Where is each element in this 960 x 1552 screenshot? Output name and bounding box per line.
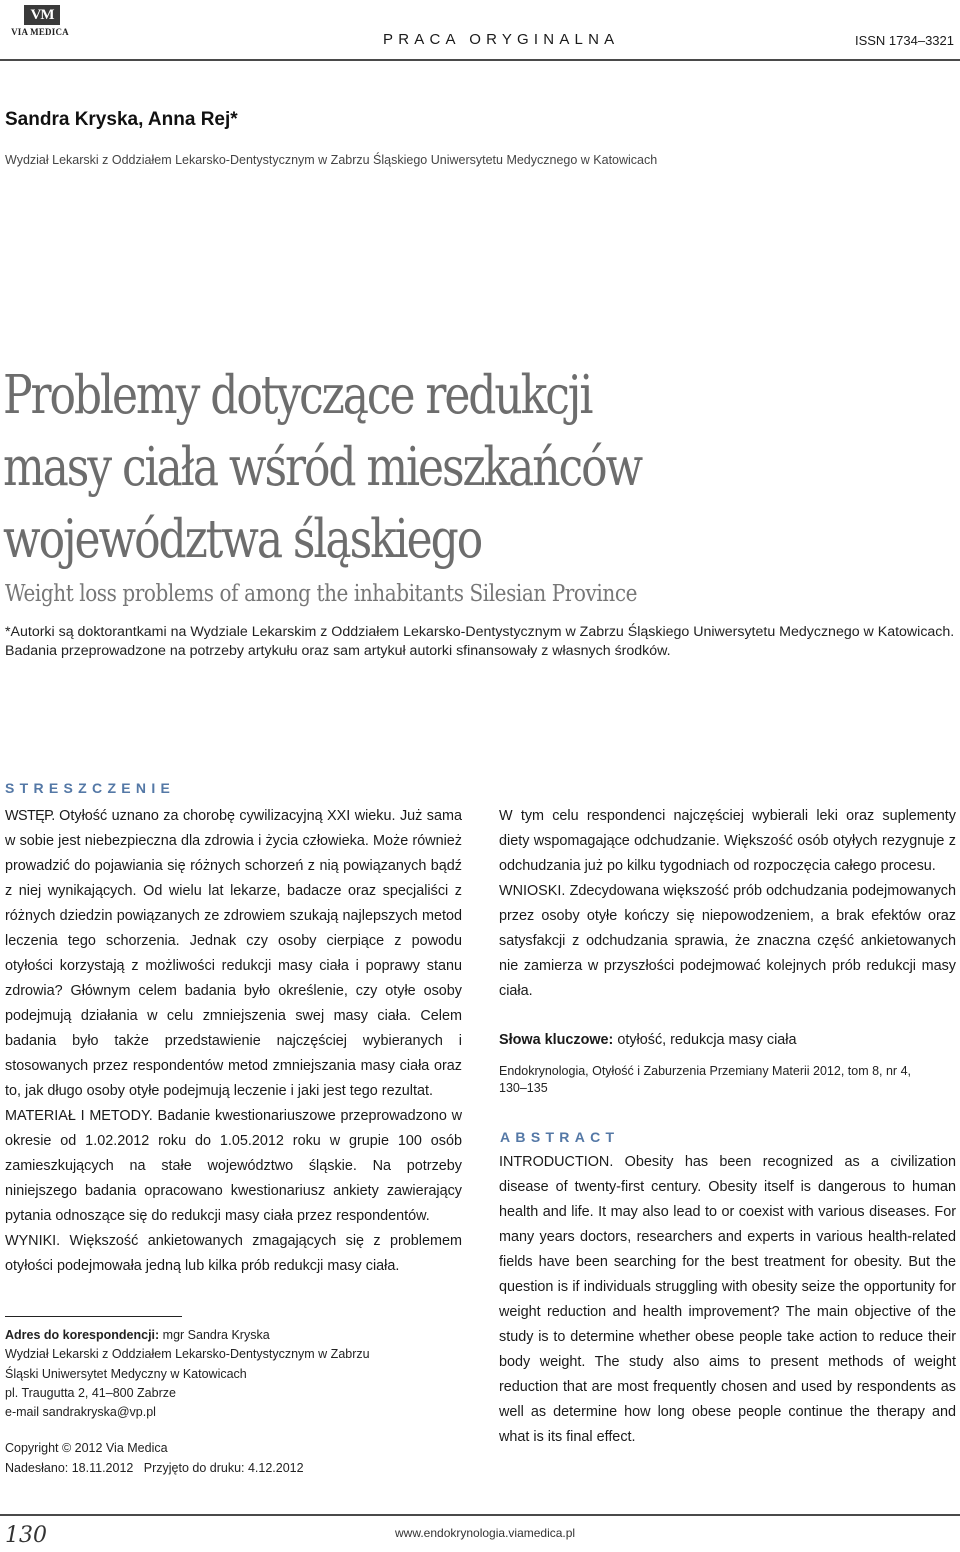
citation: Endokrynologia, Otyłość i Zaburzenia Przemiany Materii 2012, tom 8, nr 4, 130–135 bbox=[499, 1064, 911, 1095]
streszczenie-right-column bbox=[499, 804, 956, 1004]
article-title bbox=[3, 360, 899, 576]
correspondence-block bbox=[5, 1326, 465, 1422]
abstract-intro-label: INTRODUCTION. bbox=[499, 1154, 614, 1170]
submission-dates: Nadesłano: 18.11.2012 Przyjęto do druku: 4.12.2012 bbox=[5, 1461, 304, 1475]
title-line: masy ciała wśród mieszkańców bbox=[3, 437, 642, 498]
conclusions-label: WNIOSKI. bbox=[499, 883, 566, 899]
abstract-column bbox=[499, 1150, 956, 1450]
conclusions-paragraph bbox=[499, 879, 956, 1004]
section-label: PRACA ORYGINALNA bbox=[383, 31, 620, 48]
streszczenie-heading: STRESZCZENIE bbox=[5, 780, 176, 796]
streszczenie-left-column bbox=[5, 804, 462, 1279]
methods-paragraph bbox=[5, 1104, 462, 1229]
affiliation: Wydział Lekarski z Oddziałem Lekarsko-Dentystycznym w Zabrzu Śląskiego Uniwersytetu Medycznego w Katowicach bbox=[5, 153, 658, 167]
logo-mark: VM bbox=[24, 5, 60, 25]
issn: ISSN 1734–3321 bbox=[854, 33, 954, 48]
intro-paragraph bbox=[5, 804, 462, 1104]
header-rule bbox=[0, 59, 960, 61]
keywords-text: otyłość, redukcja masy ciała bbox=[613, 1032, 797, 1048]
footer-rule bbox=[0, 1514, 960, 1516]
results-text: Większość ankietowanych zmagających się z problemem otyłości podejmowała jedną lub kilka prób redukcji masy ciała. bbox=[5, 1233, 462, 1274]
correspondence-label: Adres do korespondencji: bbox=[5, 1328, 160, 1342]
intro-label: WSTĘP. bbox=[5, 808, 55, 824]
english-title: Weight loss problems of among the inhabitants Silesian Province bbox=[5, 581, 638, 607]
publisher-logo bbox=[4, 5, 76, 37]
abstract-intro-text: Obesity has been recognized as a civilization disease of twenty-first century. Obesity itself is dangerous to human health and life. It may also lead to or coexist with various diseases. For many years doctors, researchers and experts in various health-related fields have been searching for the best treatment for obesity. But the question is if individuals struggling with obesity seize the opportunity for weight reduction and health improvement? The main objective of the study is to determine whether obese people take action to reduce their body weight. The study also aims to present methods of weight reduction that are most frequently chosen and used by respondents as well as determine how long obese people continue the therapy and what is its final effect. bbox=[499, 1154, 956, 1445]
correspondence-line bbox=[5, 1326, 465, 1345]
conclusions-text: Zdecydowana większość prób odchudzania podejmowanych przez osoby otyłe kończy się niepowodzeniem, a brak efektów oraz satysfakcji z odchudzania sprawia, że znaczna część ankietowanych nie zamierza w przyszłości podejmować kolejnych prób redukcji masy ciała. bbox=[499, 883, 956, 999]
results-continued: W tym celu respondenci najczęściej wybierali leki oraz suplementy diety wspomagające odchudzanie. Większość osób otyłych rezygnuje z odchudzania już po kilku tygodniach od rozpoczęcia całego procesu. bbox=[499, 808, 956, 874]
keywords bbox=[499, 1032, 956, 1048]
results-label: WYNIKI. bbox=[5, 1233, 61, 1249]
page-number: 130 bbox=[5, 1523, 47, 1548]
correspondence-line: pl. Traugutta 2, 41–800 Zabrze bbox=[5, 1385, 176, 1400]
copyright-block bbox=[5, 1438, 304, 1478]
correspondence-line: Wydział Lekarski z Oddziałem Lekarsko-Dentystycznym w Zabrzu bbox=[5, 1347, 370, 1362]
correspondence-email: e-mail sandrakryska@vp.pl bbox=[5, 1405, 156, 1420]
authors: Sandra Kryska, Anna Rej* bbox=[5, 109, 238, 130]
title-line: województwa śląskiego bbox=[3, 509, 482, 570]
title-line: Problemy dotyczące redukcji bbox=[3, 365, 592, 426]
correspondence-name: mgr Sandra Kryska bbox=[159, 1328, 270, 1342]
intro-text: Otyłość uznano za chorobę cywilizacyjną XXI wieku. Już sama w sobie jest niebezpieczna dla zdrowia i życia człowieka. Może również prowadzić do pojawiania się różnych schorzeń z nią powiązanych bądź z niej wynikających. Od wielu lat lekarze, badacze oraz specjaliści z różnych dziedzin powiązanych ze zdrowiem szukają najlepszych metod leczenia tego schorzenia. Jednak czy osoby cierpiące z powodu otyłości korzystają z możliwości redukcji masy ciała i poprawy stanu zdrowia? Głównym celem badania było określenie, czy otyłe osoby podejmują działania w celu zmniejszenia swej masy ciała. Celem badania było także przedstawienie najczęściej wybieranych i stosowanych przez respondentów metod zmniejszania masy ciała oraz to, jak długo osoby otyłe podejmują leczenie i jaki jest tego rezultat. bbox=[5, 808, 462, 1099]
copyright: Copyright © 2012 Via Medica bbox=[5, 1441, 168, 1455]
journal-website[interactable]: www.endokrynologia.viamedica.pl bbox=[395, 1526, 576, 1540]
logo-text: VIA MEDICA bbox=[11, 27, 69, 37]
correspondence-line: Śląski Uniwersytet Medyczny w Katowicach bbox=[5, 1366, 247, 1381]
results-paragraph bbox=[5, 1229, 462, 1279]
author-footnote: *Autorki są doktorantkami na Wydziale Lekarskim z Oddziałem Lekarsko-Dentystycznym w Zabrzu Śląskiego Uniwersytetu Medycznego w Katowicach. Badania przeprowadzone na potrzeby artykułu oraz sam artykuł autorki sfinansowały z własnych środków. bbox=[5, 624, 955, 659]
keywords-label: Słowa kluczowe: bbox=[499, 1032, 614, 1048]
methods-label: MATERIAŁ I METODY. bbox=[5, 1108, 153, 1124]
abstract-heading: ABSTRACT bbox=[500, 1129, 620, 1145]
abstract-intro-paragraph bbox=[499, 1150, 956, 1450]
methods-text: Badanie kwestionariuszowe przeprowadzono w okresie od 1.02.2012 roku do 1.05.2012 roku w grupie 100 osób zamieszkujących na stałe województwo śląskie. Na potrzeby niniejszego badania opracowano kwestionariusz ankiety zawierający pytania odnoszące się do redukcji masy ciała przez respondentów. bbox=[5, 1108, 462, 1224]
correspondence-rule bbox=[5, 1316, 182, 1317]
